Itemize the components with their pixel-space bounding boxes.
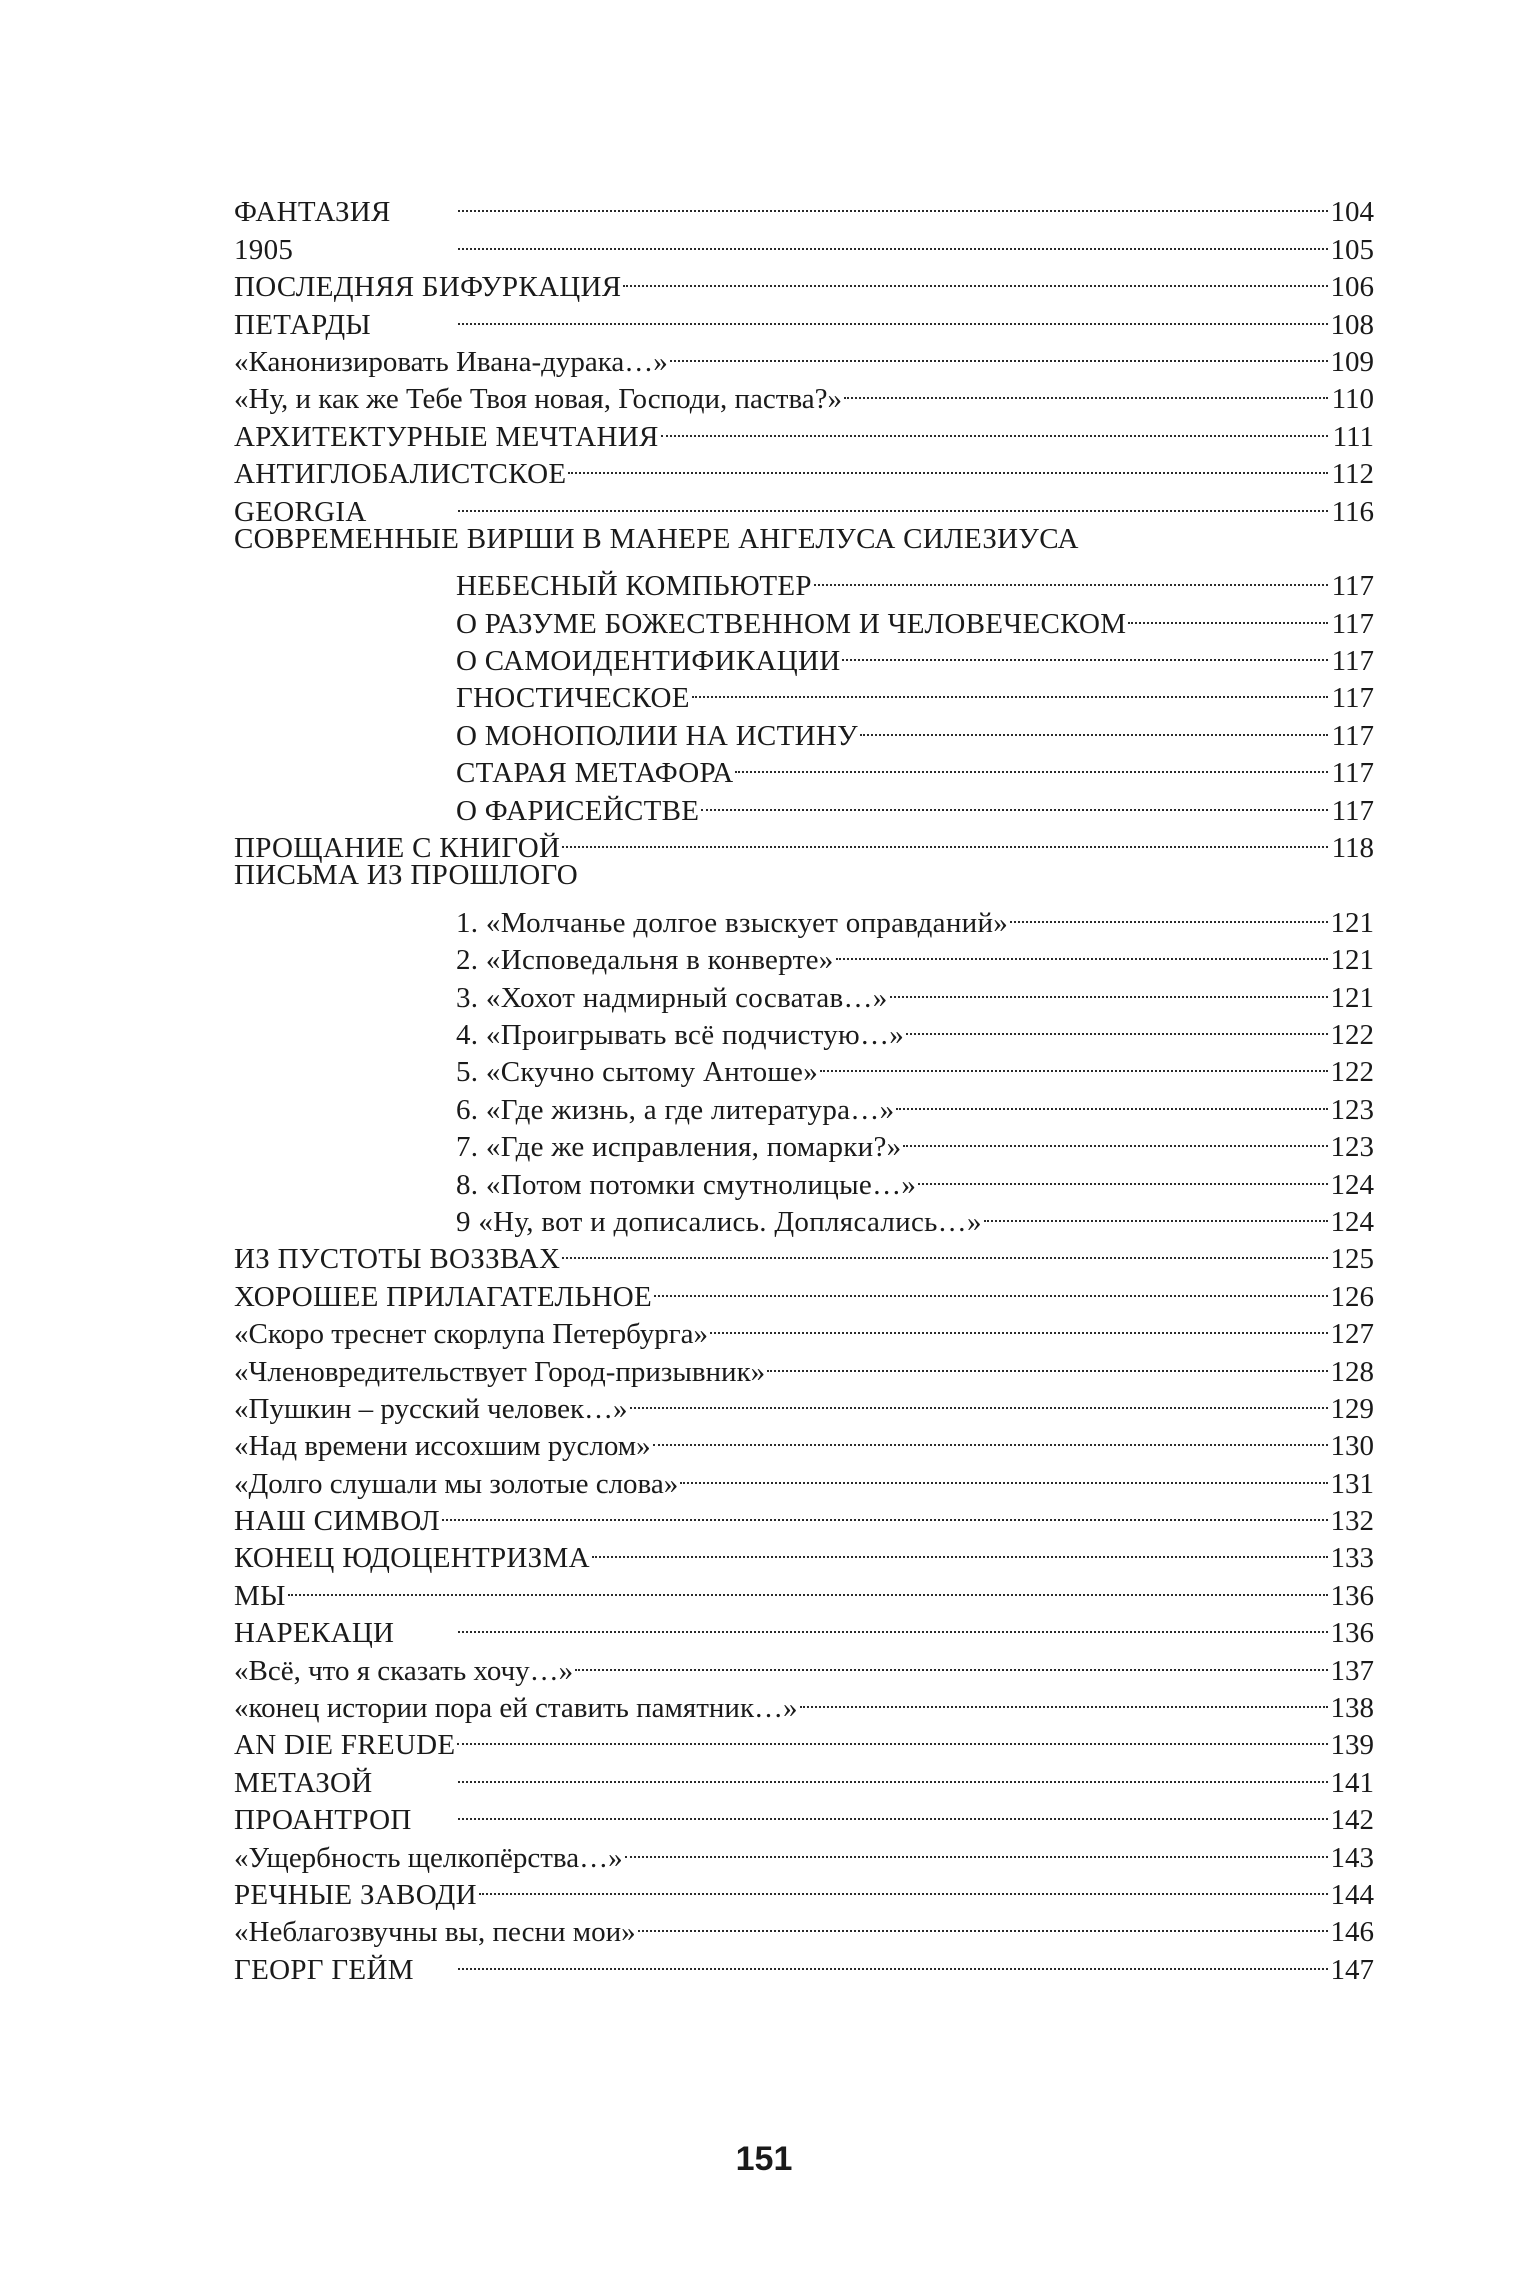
toc-entry	[234, 1792, 1374, 1837]
toc-entry-title: ПОСЛЕДНЯЯ БИФУРКАЦИЯ	[234, 271, 622, 304]
toc-entry-title: «Долго слушали мы золотые слова»	[234, 1467, 679, 1500]
dot-leader	[906, 1007, 1328, 1044]
toc-entry-page: 128	[1330, 1355, 1374, 1388]
toc-entry-page: 141	[1330, 1766, 1374, 1799]
toc-entry-page: 146	[1330, 1916, 1374, 1949]
toc-entry	[234, 1867, 1374, 1911]
toc-entry	[234, 707, 1374, 752]
toc-entry-title: ПИСЬМА ИЗ ПРОШЛОГО	[234, 859, 579, 892]
toc-entry-page: 109	[1330, 345, 1374, 378]
dot-leader	[288, 1567, 1328, 1604]
toc-entry-title: СТАРАЯ МЕТАФОРА	[456, 757, 734, 790]
toc-entry-title: СОВРЕМЕННЫЕ ВИРШИ В МАНЕРЕ АНГЕЛУСА СИЛЕЗИУСА	[234, 522, 1079, 555]
dot-leader	[458, 221, 1328, 258]
toc-entry-title: 6. «Где жизнь, а где литература…»	[456, 1093, 895, 1126]
dot-leader	[625, 1829, 1328, 1866]
dot-leader	[458, 1605, 1328, 1642]
toc-entry-title: МЫ	[234, 1579, 286, 1612]
toc-entry-page: 132	[1330, 1505, 1374, 1538]
toc-entry-page: 106	[1330, 271, 1374, 304]
toc-entry	[234, 184, 1374, 229]
toc-entry-title: ПРОЩАНИЕ С КНИГОЙ	[234, 832, 561, 865]
dot-leader	[479, 1867, 1328, 1904]
toc-entry-title: 2. «Исповедальня в конверте»	[456, 944, 834, 977]
toc-entry-title: 4. «Проигрывать всё подчистую…»	[456, 1018, 905, 1051]
toc-entry	[234, 1493, 1374, 1538]
dot-leader	[623, 259, 1328, 296]
toc-entry	[234, 1754, 1374, 1799]
toc-entry-page: 129	[1330, 1392, 1374, 1425]
dot-leader	[575, 1642, 1328, 1679]
toc-entry-page: 117	[1331, 607, 1374, 640]
toc-entry-title: ФАНТАЗИЯ	[234, 196, 391, 229]
page-number: 151	[735, 2140, 793, 2178]
dot-leader	[457, 1717, 1328, 1754]
toc-entry	[234, 296, 1374, 341]
toc-entry-title: «Ну, и как же Тебе Твоя новая, Господи, паства?»	[234, 383, 843, 416]
toc-entry-page: 117	[1331, 645, 1374, 678]
toc-entry-page: 118	[1331, 832, 1374, 865]
toc-entry-page: 142	[1330, 1804, 1374, 1837]
toc-entry-title: О РАЗУМЕ БОЖЕСТВЕННОМ И ЧЕЛОВЕЧЕСКОМ	[456, 607, 1127, 640]
dot-leader	[661, 408, 1328, 445]
toc-entry	[234, 1530, 1374, 1575]
toc-entry-page: 139	[1330, 1729, 1374, 1762]
toc-entry	[234, 782, 1374, 827]
dot-leader	[692, 670, 1328, 707]
toc-entry-page: 124	[1330, 1205, 1374, 1238]
dot-leader	[701, 782, 1328, 819]
toc-entry-page: 123	[1330, 1131, 1374, 1164]
table-of-contents	[234, 184, 1374, 1986]
toc-entry	[234, 1642, 1374, 1687]
dot-leader	[890, 969, 1328, 1006]
toc-entry-page: 136	[1330, 1579, 1374, 1612]
toc-entry-title: ПЕТАРДЫ	[234, 308, 371, 341]
toc-entry	[234, 1680, 1374, 1725]
toc-entry	[234, 1904, 1374, 1949]
toc-entry	[234, 1007, 1374, 1051]
toc-entry-page: 121	[1330, 944, 1374, 977]
toc-entry	[234, 1231, 1374, 1276]
toc-entry-title: «Над времени иссохшим руслом»	[234, 1430, 651, 1463]
toc-entry-page: 117	[1331, 719, 1374, 752]
toc-entry-page: 121	[1330, 906, 1374, 939]
toc-entry-title: «Канонизировать Ивана-дурака…»	[234, 345, 668, 378]
toc-entry-title: ИЗ ПУСТОТЫ ВОЗЗВАХ	[234, 1243, 561, 1276]
toc-entry	[234, 1119, 1374, 1164]
dot-leader	[680, 1455, 1328, 1492]
toc-entry-title: НАШ СИМВОЛ	[234, 1505, 440, 1538]
toc-entry-title: GEORGIA	[234, 495, 367, 528]
toc-entry	[234, 1717, 1374, 1762]
toc-section-heading	[234, 521, 1374, 558]
toc-section-heading	[234, 857, 1374, 894]
dot-leader	[735, 745, 1328, 782]
toc-entry	[234, 1418, 1374, 1463]
dot-leader	[562, 820, 1328, 857]
toc-entry-page: 122	[1330, 1018, 1374, 1051]
toc-entry-title: 3. «Хохот надмирный сосватав…»	[456, 981, 888, 1014]
toc-entry-title: О ФАРИСЕЙСТВЕ	[456, 794, 700, 827]
toc-entry	[234, 633, 1374, 678]
toc-entry	[234, 334, 1374, 378]
dot-leader	[800, 1680, 1328, 1717]
toc-entry-page: 125	[1330, 1243, 1374, 1276]
toc-entry-title: НЕБЕСНЫЙ КОМПЬЮТЕР	[456, 570, 812, 603]
dot-leader	[896, 1081, 1328, 1118]
toc-entry	[234, 1306, 1374, 1351]
toc-entry-title: «конец истории пора ей ставить памятник…»	[234, 1692, 798, 1725]
toc-entry	[234, 1194, 1374, 1238]
dot-leader	[860, 707, 1328, 744]
toc-entry-page: 117	[1331, 794, 1374, 827]
toc-entry-title: 9 «Ну, вот и дописались. Доплясались…»	[456, 1205, 982, 1238]
dot-leader	[670, 334, 1328, 371]
toc-entry-page: 138	[1330, 1692, 1374, 1725]
dot-leader	[1128, 595, 1328, 632]
toc-entry	[234, 1381, 1374, 1425]
toc-entry-page: 110	[1331, 383, 1374, 416]
toc-entry-page: 123	[1330, 1093, 1374, 1126]
toc-entry-title: 1905	[234, 233, 294, 266]
toc-entry-page: 126	[1330, 1280, 1374, 1313]
dot-leader	[814, 558, 1328, 595]
dot-leader	[568, 446, 1328, 483]
toc-entry-title: «Членовредительствует Город-призывник»	[234, 1355, 766, 1388]
dot-leader	[458, 296, 1328, 333]
toc-entry-page: 105	[1330, 233, 1374, 266]
toc-entry-title: 5. «Скучно сытому Антоше»	[456, 1056, 819, 1089]
toc-entry	[234, 408, 1374, 453]
dot-leader	[820, 1044, 1328, 1081]
dot-leader	[654, 1268, 1328, 1305]
toc-entry	[234, 932, 1374, 977]
dot-leader	[458, 483, 1328, 520]
toc-entry-page: 127	[1330, 1318, 1374, 1351]
toc-entry-title: НАРЕКАЦИ	[234, 1617, 395, 1650]
toc-entry	[234, 1156, 1374, 1201]
toc-entry-title: АРХИТЕКТУРНЫЕ МЕЧТАНИЯ	[234, 420, 659, 453]
dot-leader	[836, 932, 1328, 969]
toc-entry	[234, 1941, 1374, 1986]
toc-entry-title: «Пушкин – русский человек…»	[234, 1392, 628, 1425]
toc-entry	[234, 969, 1374, 1014]
dot-leader	[458, 1754, 1328, 1791]
toc-entry-page: 117	[1331, 570, 1374, 603]
toc-entry-page: 104	[1330, 196, 1374, 229]
dot-leader	[458, 184, 1328, 221]
dot-leader	[458, 1792, 1328, 1829]
toc-entry-title: О САМОИДЕНТИФИКАЦИИ	[456, 645, 841, 678]
dot-leader	[458, 1941, 1328, 1978]
toc-entry	[234, 670, 1374, 715]
toc-entry-title: ПРОАНТРОП	[234, 1804, 412, 1837]
toc-entry	[234, 483, 1374, 528]
toc-entry-page: 116	[1331, 495, 1374, 528]
toc-entry-page: 117	[1331, 682, 1374, 715]
dot-leader	[630, 1381, 1328, 1418]
toc-entry-page: 133	[1330, 1542, 1374, 1575]
toc-entry-title: О МОНОПОЛИИ НА ИСТИНУ	[456, 719, 858, 752]
toc-entry	[234, 259, 1374, 304]
toc-entry-title: 7. «Где же исправления, помарки?»	[456, 1131, 902, 1164]
toc-entry-title: ГЕОРГ ГЕЙМ	[234, 1953, 414, 1986]
toc-entry-title: КОНЕЦ ЮДОЦЕНТРИЗМА	[234, 1542, 590, 1575]
dot-leader	[918, 1156, 1328, 1193]
toc-entry-page: 137	[1330, 1654, 1374, 1687]
toc-entry-title: «Неблагозвучны вы, песни мои»	[234, 1916, 636, 1949]
toc-entry-title: 1. «Молчанье долгое взыскует оправданий»	[456, 906, 1009, 939]
toc-entry-page: 143	[1330, 1841, 1374, 1874]
dot-leader	[653, 1418, 1328, 1455]
dot-leader	[844, 371, 1328, 408]
toc-entry	[234, 1343, 1374, 1388]
toc-entry-title: РЕЧНЫЕ ЗАВОДИ	[234, 1878, 477, 1911]
toc-entry-page: 121	[1330, 981, 1374, 1014]
toc-entry	[234, 221, 1374, 266]
dot-leader	[442, 1493, 1328, 1530]
toc-entry	[234, 1268, 1374, 1313]
toc-entry	[234, 745, 1374, 790]
toc-entry-page: 124	[1330, 1168, 1374, 1201]
dot-leader	[984, 1194, 1328, 1231]
toc-entry-page: 144	[1330, 1878, 1374, 1911]
toc-entry-title: ГНОСТИЧЕСКОЕ	[456, 682, 690, 715]
toc-entry-title: «Скоро треснет скорлупа Петербурга»	[234, 1318, 709, 1351]
toc-entry-title: «Ущербность щелкопёрства…»	[234, 1841, 623, 1874]
dot-leader	[710, 1306, 1328, 1343]
toc-entry	[234, 820, 1374, 865]
toc-entry-page: 117	[1331, 757, 1374, 790]
toc-entry	[234, 446, 1374, 491]
toc-entry	[234, 1829, 1374, 1874]
toc-entry	[234, 595, 1374, 640]
toc-entry-page: 111	[1332, 420, 1374, 453]
toc-entry-title: МЕТАЗОЙ	[234, 1766, 373, 1799]
dot-leader	[842, 633, 1328, 670]
toc-entry-title: AN DIE FREUDE	[234, 1729, 456, 1762]
toc-entry-page: 131	[1330, 1467, 1374, 1500]
toc-entry	[234, 1081, 1374, 1126]
toc-entry	[234, 371, 1374, 416]
dot-leader	[767, 1343, 1328, 1380]
toc-entry-page: 136	[1330, 1617, 1374, 1650]
toc-entry-page: 108	[1330, 308, 1374, 341]
dot-leader	[562, 1231, 1328, 1268]
toc-entry-page: 130	[1330, 1430, 1374, 1463]
toc-entry-page: 147	[1330, 1953, 1374, 1986]
dot-leader	[1010, 894, 1328, 931]
toc-entry-page: 112	[1331, 458, 1374, 491]
toc-entry	[234, 558, 1374, 603]
toc-entry	[234, 1567, 1374, 1612]
toc-entry-title: «Всё, что я сказать хочу…»	[234, 1654, 574, 1687]
toc-entry-page: 122	[1330, 1056, 1374, 1089]
toc-entry	[234, 1455, 1374, 1500]
toc-entry-title: АНТИГЛОБАЛИСТСКОЕ	[234, 458, 567, 491]
toc-entry-title: ХОРОШЕЕ ПРИЛАГАТЕЛЬНОЕ	[234, 1280, 652, 1313]
toc-entry	[234, 1044, 1374, 1089]
dot-leader	[638, 1904, 1328, 1941]
dot-leader	[592, 1530, 1328, 1567]
toc-entry	[234, 894, 1374, 939]
toc-entry	[234, 1605, 1374, 1650]
toc-entry-title: 8. «Потом потомки смутнолицые…»	[456, 1168, 917, 1201]
dot-leader	[903, 1119, 1328, 1156]
